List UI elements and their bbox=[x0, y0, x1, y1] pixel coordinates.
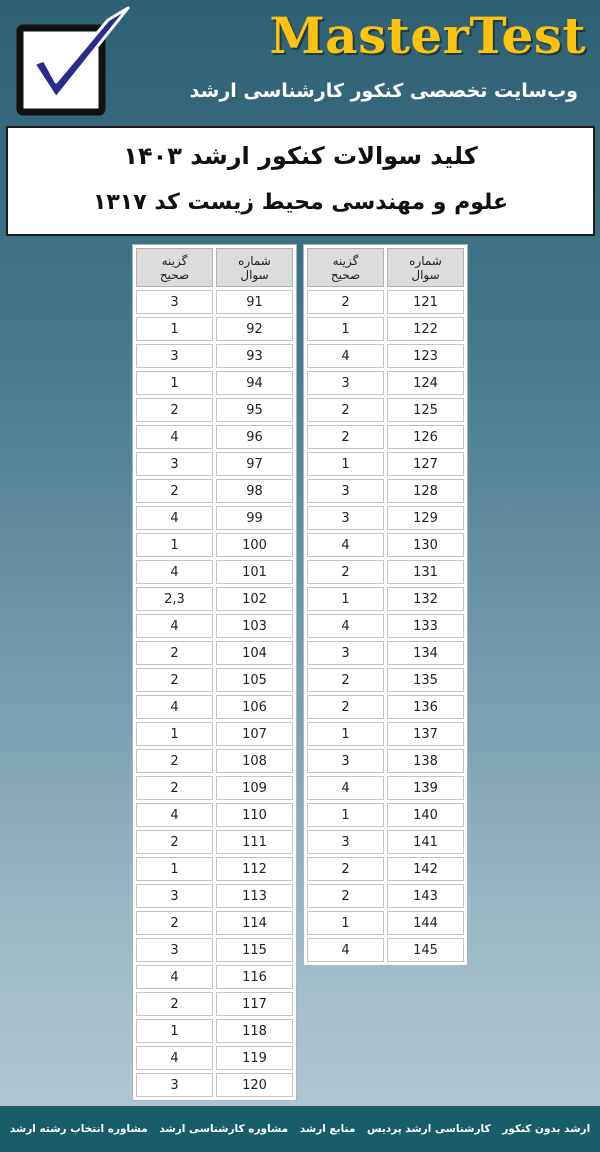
table-row bbox=[307, 290, 464, 314]
table-row bbox=[136, 992, 293, 1016]
question-number-cell: 93 bbox=[216, 344, 293, 368]
table-row bbox=[307, 560, 464, 584]
correct-answer-cell: 3 bbox=[307, 506, 384, 530]
question-number-cell: 123 bbox=[387, 344, 464, 368]
question-number-cell: 94 bbox=[216, 371, 293, 395]
footer-nav bbox=[0, 1106, 600, 1152]
table-row bbox=[307, 938, 464, 962]
question-number-cell: 121 bbox=[387, 290, 464, 314]
question-number-cell: 141 bbox=[387, 830, 464, 854]
table-row bbox=[307, 371, 464, 395]
table-row bbox=[136, 479, 293, 503]
correct-answer-cell: 1 bbox=[136, 371, 213, 395]
table-row bbox=[307, 533, 464, 557]
question-number-cell: 128 bbox=[387, 479, 464, 503]
correct-answer-cell: 2 bbox=[307, 290, 384, 314]
table-row bbox=[136, 452, 293, 476]
question-number-cell: 103 bbox=[216, 614, 293, 638]
question-number-header: شماره سوال bbox=[216, 248, 293, 287]
correct-answer-header: گزینه صحیح bbox=[136, 248, 213, 287]
table-row bbox=[307, 830, 464, 854]
footer-link-pardis-masters[interactable]: کارشناسی ارشد پردیس bbox=[366, 1123, 491, 1135]
question-number-cell: 126 bbox=[387, 425, 464, 449]
table-row bbox=[136, 695, 293, 719]
correct-answer-cell: 3 bbox=[307, 479, 384, 503]
question-number-cell: 136 bbox=[387, 695, 464, 719]
correct-answer-cell: 4 bbox=[136, 425, 213, 449]
correct-answer-cell: 4 bbox=[136, 1046, 213, 1070]
table-row bbox=[136, 533, 293, 557]
table-row bbox=[307, 857, 464, 881]
question-number-cell: 131 bbox=[387, 560, 464, 584]
correct-answer-cell: 4 bbox=[307, 938, 384, 962]
question-number-cell: 144 bbox=[387, 911, 464, 935]
checkbox-checkmark-icon[interactable] bbox=[12, 2, 134, 120]
question-number-cell: 130 bbox=[387, 533, 464, 557]
table-row bbox=[136, 560, 293, 584]
correct-answer-cell: 2 bbox=[136, 776, 213, 800]
correct-answer-cell: 3 bbox=[136, 452, 213, 476]
site-header bbox=[0, 0, 600, 124]
question-number-cell: 138 bbox=[387, 749, 464, 773]
question-number-cell: 108 bbox=[216, 749, 293, 773]
question-number-cell: 107 bbox=[216, 722, 293, 746]
correct-answer-cell: 4 bbox=[307, 614, 384, 638]
question-number-cell: 113 bbox=[216, 884, 293, 908]
correct-answer-cell: 4 bbox=[136, 560, 213, 584]
table-row bbox=[136, 911, 293, 935]
question-number-cell: 96 bbox=[216, 425, 293, 449]
question-number-cell: 98 bbox=[216, 479, 293, 503]
footer-link-masters-consulting[interactable]: مشاوره کارشناسی ارشد bbox=[159, 1123, 289, 1135]
footer-link-major-selection-consulting[interactable]: مشاوره انتخاب رشته ارشد bbox=[9, 1123, 148, 1135]
question-number-cell: 139 bbox=[387, 776, 464, 800]
question-number-cell: 132 bbox=[387, 587, 464, 611]
page-subtitle: علوم و مهندسی محیط زیست کد ۱۳۱۷ bbox=[92, 190, 509, 215]
table-row bbox=[307, 695, 464, 719]
question-number-cell: 91 bbox=[216, 290, 293, 314]
table-row bbox=[307, 884, 464, 908]
table-row bbox=[136, 641, 293, 665]
question-number-cell: 118 bbox=[216, 1019, 293, 1043]
table-row bbox=[136, 344, 293, 368]
answer-key-table-left bbox=[132, 244, 297, 1101]
correct-answer-cell: 4 bbox=[136, 965, 213, 989]
correct-answer-cell: 1 bbox=[136, 317, 213, 341]
page-title: کلید سوالات کنکور ارشد ۱۴۰۳ bbox=[123, 142, 478, 170]
correct-answer-cell: 4 bbox=[307, 533, 384, 557]
correct-answer-cell: 2 bbox=[136, 479, 213, 503]
question-number-cell: 106 bbox=[216, 695, 293, 719]
correct-answer-cell: 3 bbox=[136, 884, 213, 908]
table-header-row bbox=[307, 248, 464, 287]
correct-answer-cell: 1 bbox=[307, 803, 384, 827]
question-number-cell: 101 bbox=[216, 560, 293, 584]
correct-answer-cell: 3 bbox=[307, 371, 384, 395]
correct-answer-cell: 2 bbox=[307, 425, 384, 449]
correct-answer-cell: 2 bbox=[136, 992, 213, 1016]
question-number-cell: 116 bbox=[216, 965, 293, 989]
question-number-cell: 112 bbox=[216, 857, 293, 881]
question-number-cell: 104 bbox=[216, 641, 293, 665]
answer-key-table-right bbox=[303, 244, 468, 966]
question-number-cell: 119 bbox=[216, 1046, 293, 1070]
table-row bbox=[136, 884, 293, 908]
table-row bbox=[307, 344, 464, 368]
correct-answer-cell: 1 bbox=[307, 911, 384, 935]
correct-answer-cell: 2,3 bbox=[136, 587, 213, 611]
question-number-cell: 127 bbox=[387, 452, 464, 476]
question-number-cell: 110 bbox=[216, 803, 293, 827]
question-number-cell: 99 bbox=[216, 506, 293, 530]
question-number-cell: 135 bbox=[387, 668, 464, 692]
table-row bbox=[136, 668, 293, 692]
table-row bbox=[307, 425, 464, 449]
question-number-cell: 92 bbox=[216, 317, 293, 341]
correct-answer-cell: 1 bbox=[307, 452, 384, 476]
correct-answer-cell: 1 bbox=[136, 857, 213, 881]
question-number-cell: 95 bbox=[216, 398, 293, 422]
table-row bbox=[136, 425, 293, 449]
question-number-cell: 102 bbox=[216, 587, 293, 611]
correct-answer-cell: 3 bbox=[136, 344, 213, 368]
table-row bbox=[136, 965, 293, 989]
correct-answer-cell: 3 bbox=[136, 290, 213, 314]
table-row bbox=[307, 641, 464, 665]
table-row bbox=[136, 587, 293, 611]
table-row bbox=[136, 1073, 293, 1097]
footer-link-masters-resources[interactable]: منابع ارشد bbox=[299, 1123, 356, 1135]
question-number-cell: 124 bbox=[387, 371, 464, 395]
table-row bbox=[136, 857, 293, 881]
table-header-row bbox=[136, 248, 293, 287]
question-number-cell: 114 bbox=[216, 911, 293, 935]
table-row bbox=[307, 911, 464, 935]
correct-answer-cell: 3 bbox=[136, 1073, 213, 1097]
table-row bbox=[136, 614, 293, 638]
table-row bbox=[136, 398, 293, 422]
table-row bbox=[136, 776, 293, 800]
table-row bbox=[307, 452, 464, 476]
correct-answer-cell: 3 bbox=[307, 830, 384, 854]
footer-link-no-exam-masters[interactable]: ارشد بدون کنکور bbox=[502, 1123, 591, 1135]
question-number-cell: 133 bbox=[387, 614, 464, 638]
table-row bbox=[307, 776, 464, 800]
correct-answer-cell: 3 bbox=[136, 938, 213, 962]
question-number-cell: 145 bbox=[387, 938, 464, 962]
question-number-cell: 134 bbox=[387, 641, 464, 665]
table-row bbox=[136, 371, 293, 395]
table-row bbox=[307, 398, 464, 422]
question-number-cell: 97 bbox=[216, 452, 293, 476]
table-row bbox=[307, 803, 464, 827]
question-number-cell: 109 bbox=[216, 776, 293, 800]
brand-name[interactable]: MasterTest bbox=[269, 6, 586, 65]
table-row bbox=[307, 317, 464, 341]
question-number-cell: 143 bbox=[387, 884, 464, 908]
question-number-cell: 142 bbox=[387, 857, 464, 881]
site-tagline: وب‌سایت تخصصی کنکور کارشناسی ارشد bbox=[189, 80, 578, 102]
correct-answer-cell: 4 bbox=[136, 614, 213, 638]
correct-answer-cell: 1 bbox=[307, 587, 384, 611]
question-number-cell: 120 bbox=[216, 1073, 293, 1097]
question-number-cell: 140 bbox=[387, 803, 464, 827]
correct-answer-cell: 1 bbox=[136, 722, 213, 746]
table-row bbox=[136, 803, 293, 827]
question-number-header: شماره سوال bbox=[387, 248, 464, 287]
question-number-cell: 129 bbox=[387, 506, 464, 530]
correct-answer-cell: 4 bbox=[136, 506, 213, 530]
table-row bbox=[307, 587, 464, 611]
question-number-cell: 122 bbox=[387, 317, 464, 341]
table-row bbox=[307, 614, 464, 638]
table-row bbox=[307, 506, 464, 530]
correct-answer-cell: 2 bbox=[307, 884, 384, 908]
correct-answer-cell: 2 bbox=[136, 641, 213, 665]
table-row bbox=[307, 749, 464, 773]
table-row bbox=[307, 479, 464, 503]
correct-answer-cell: 2 bbox=[136, 749, 213, 773]
correct-answer-cell: 4 bbox=[307, 776, 384, 800]
title-box bbox=[6, 126, 595, 236]
table-row bbox=[136, 722, 293, 746]
question-number-cell: 117 bbox=[216, 992, 293, 1016]
correct-answer-cell: 2 bbox=[307, 668, 384, 692]
table-row bbox=[136, 317, 293, 341]
correct-answer-cell: 2 bbox=[307, 857, 384, 881]
question-number-cell: 111 bbox=[216, 830, 293, 854]
correct-answer-cell: 1 bbox=[307, 722, 384, 746]
table-row bbox=[307, 668, 464, 692]
correct-answer-cell: 3 bbox=[307, 749, 384, 773]
correct-answer-cell: 2 bbox=[307, 398, 384, 422]
correct-answer-cell: 2 bbox=[307, 695, 384, 719]
correct-answer-cell: 1 bbox=[307, 317, 384, 341]
table-row bbox=[136, 1046, 293, 1070]
question-number-cell: 105 bbox=[216, 668, 293, 692]
correct-answer-cell: 4 bbox=[136, 803, 213, 827]
correct-answer-cell: 2 bbox=[136, 668, 213, 692]
table-row bbox=[136, 938, 293, 962]
question-number-cell: 115 bbox=[216, 938, 293, 962]
correct-answer-header: گزینه صحیح bbox=[307, 248, 384, 287]
correct-answer-cell: 4 bbox=[136, 695, 213, 719]
correct-answer-cell: 3 bbox=[307, 641, 384, 665]
table-row bbox=[136, 290, 293, 314]
correct-answer-cell: 1 bbox=[136, 533, 213, 557]
table-row bbox=[136, 749, 293, 773]
table-row bbox=[136, 506, 293, 530]
correct-answer-cell: 2 bbox=[307, 560, 384, 584]
correct-answer-cell: 2 bbox=[136, 830, 213, 854]
correct-answer-cell: 1 bbox=[136, 1019, 213, 1043]
correct-answer-cell: 2 bbox=[136, 911, 213, 935]
question-number-cell: 100 bbox=[216, 533, 293, 557]
table-row bbox=[307, 722, 464, 746]
table-row bbox=[136, 1019, 293, 1043]
question-number-cell: 137 bbox=[387, 722, 464, 746]
correct-answer-cell: 4 bbox=[307, 344, 384, 368]
table-row bbox=[136, 830, 293, 854]
correct-answer-cell: 2 bbox=[136, 398, 213, 422]
question-number-cell: 125 bbox=[387, 398, 464, 422]
